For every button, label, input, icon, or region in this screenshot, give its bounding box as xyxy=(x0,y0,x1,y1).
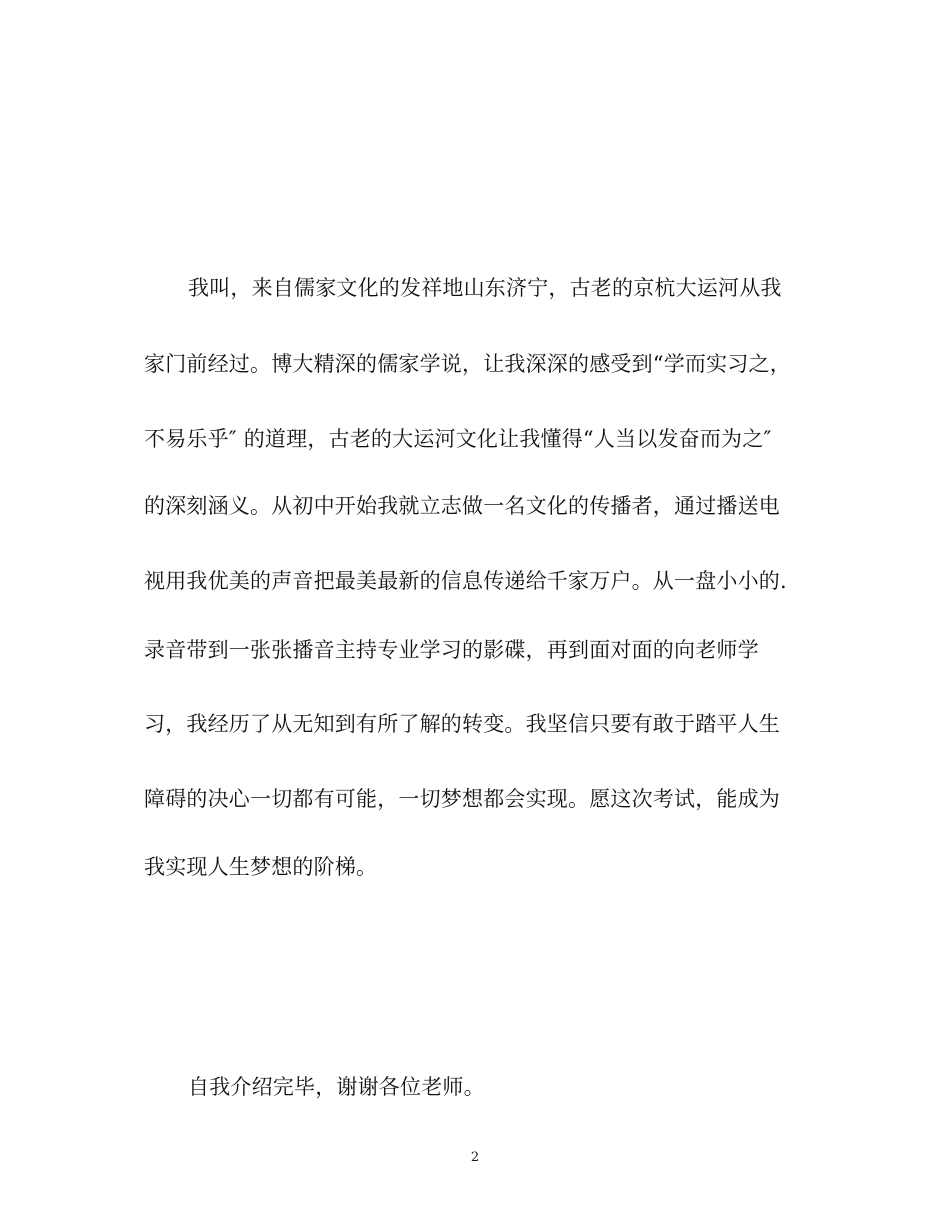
closing-line: 自我介绍完毕，谢谢各位老师。 xyxy=(188,1075,485,1099)
paragraph-line: 我叫，来自儒家文化的发祥地山东济宁，古老的京杭大运河从我 xyxy=(188,276,782,300)
page-number: 2 xyxy=(470,1150,480,1165)
paragraph-line: 的深刻涵义。从初中开始我就立志做一名文化的传播者，通过播送电 xyxy=(144,494,780,518)
paragraph-line: 障碍的决心一切都有可能，一切梦想都会实现。愿这次考试，能成为 xyxy=(144,787,780,811)
paragraph-line: 家门前经过。博大精深的儒家学说，让我深深的感受到“学而实习之， xyxy=(144,352,791,376)
paragraph-line: 不易乐乎″ 的道理，古老的大运河文化让我懂得“人当以发奋而为之″ xyxy=(144,427,772,451)
paragraph-line: 我实现人生梦想的阶梯。 xyxy=(144,855,378,879)
paragraph-line: 录音带到一张张播音主持专业学习的影碟，再到面对面的向老师学 xyxy=(144,638,759,662)
paragraph-line: 视用我优美的声音把最美最新的信息传递给千家万户。从一盘小小的. xyxy=(144,569,787,593)
paragraph-line: 习，我经历了从无知到有所了解的转变。我坚信只要有敢于踏平人生 xyxy=(144,712,780,736)
